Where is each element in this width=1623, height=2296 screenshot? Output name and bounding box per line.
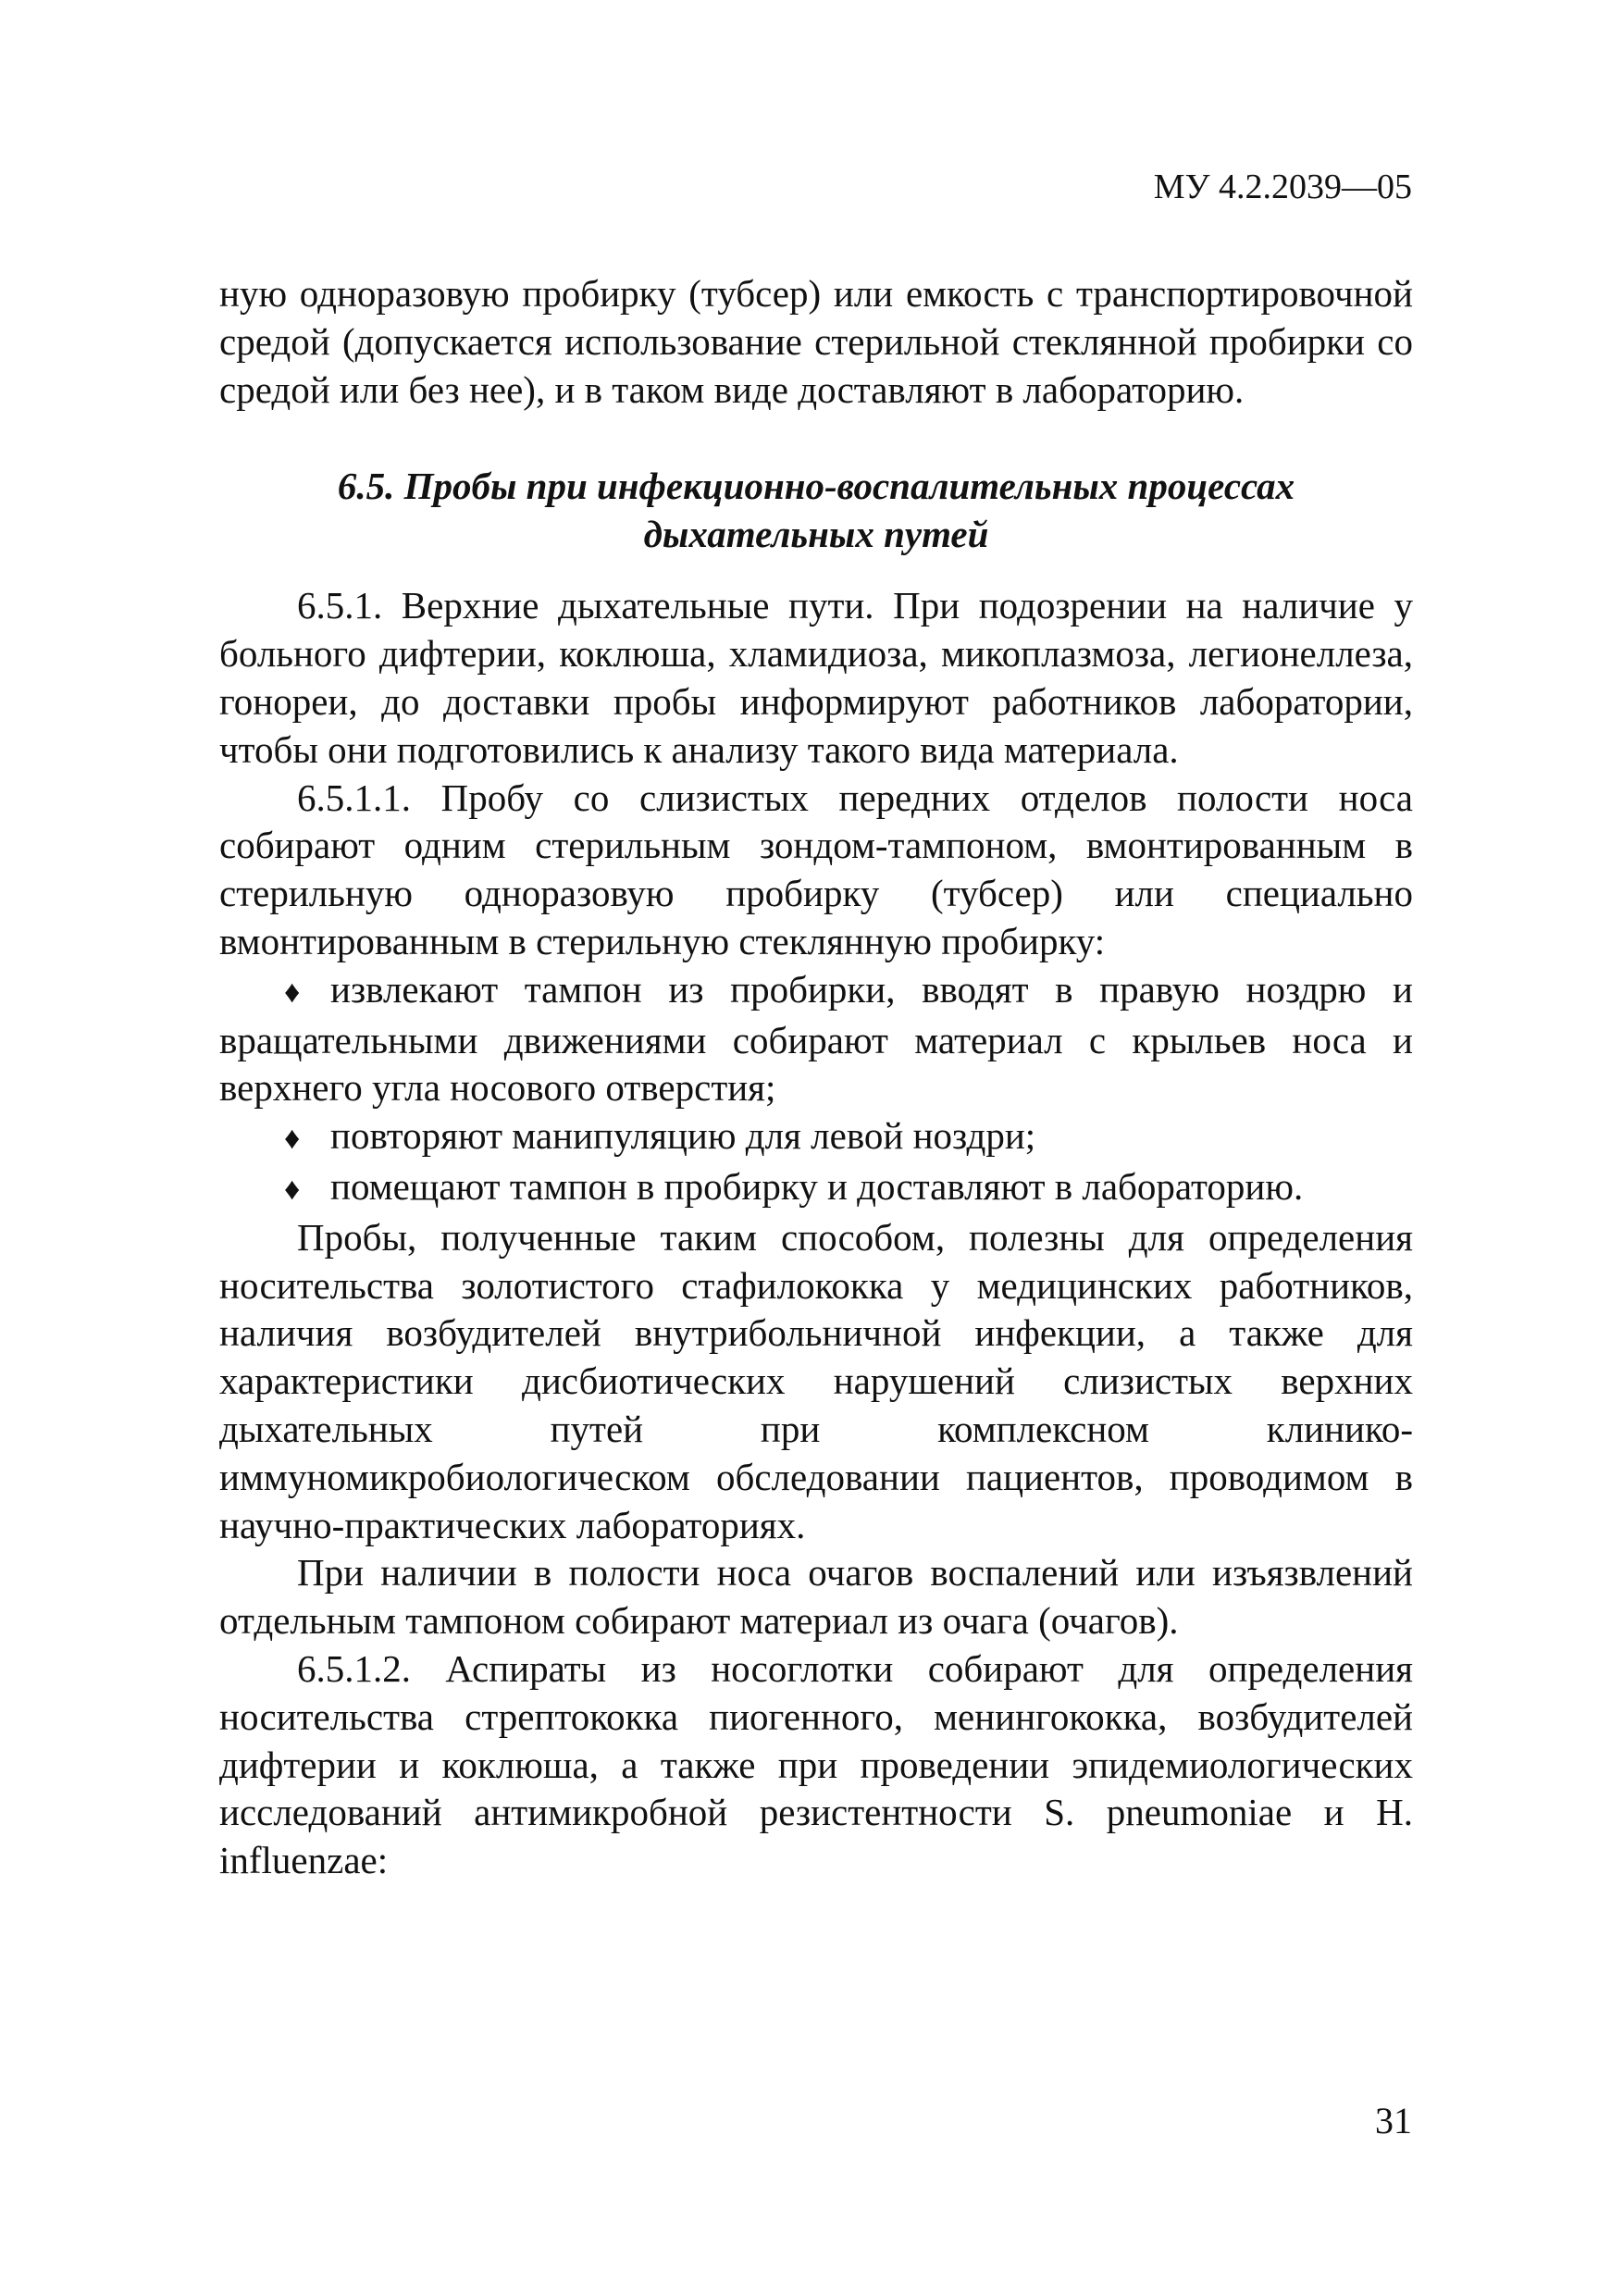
section-title [219,462,1413,558]
section-title-line-1: 6.5. Пробы при инфекционно-воспалительных процессах [337,465,1295,508]
document-code: МУ 4.2.2039—05 [1153,168,1412,206]
bullet-diamond-icon: ♦ [284,974,301,1010]
bullet-item-3 [219,1163,1413,1214]
paragraph-probes: Пробы, полученные таким способом, полезны для определения носительства золотистого стафилококка у медицинских работников, наличия возбудителей внутрибольничной инфекции, а также для характеристики дисбиотических нарушений слизистых верхних дыхательных путей при комплексном клинико-иммуномикробиологическом обследовании пациентов, проводимом в научно-практических лабораториях. [219,1215,1413,1546]
bullet-diamond-icon: ♦ [284,1122,301,1157]
paragraph-6-5-1-1: 6.5.1.1. Пробу со слизистых передних отделов полости носа собирают одним стерильным зондом-тампоном, вмонтированным в стерильную одноразовую пробирку (тубсер) или специально вмонтированным в стерильную стеклянную пробирку: [219,776,1413,962]
paragraph-intro: ную одноразовую пробирку (тубсер) или емкость с транспортировочной средой (допускается использование стерильной стеклянной пробирки со средой или без нее), и в таком виде доставляют в лабораторию. [219,272,1413,411]
section-title-line-2: дыхательных путей [643,513,989,556]
page-number: 31 [1375,2100,1412,2141]
bullet-item-1 [219,966,1413,1112]
paragraph-6-5-1-2: 6.5.1.2. Аспираты из носоглотки собирают для определения носительства стрептококка пиогенного, менингококка, возбудителей дифтерии и коклюша, а также при проведении эпидемиологических исследований антимикробной резистентности S. pneumoniae и H. influenzae: [219,1646,1413,1882]
bullet-text-2: повторяют манипуляцию для левой ноздри; [330,1114,1036,1158]
page-body [219,270,1413,1885]
bullet-text-1: извлекают тампон из пробирки, вводят в правую ноздрю и вращательными движениями собирают материал с крыльев носа и верхнего угла носового отверстия; [219,967,1413,1110]
paragraph-6-5-1: 6.5.1. Верхние дыхательные пути. При подозрении на наличие у больного дифтерии, коклюша, хламидиоза, микоплазмоза, легионеллеза, гонореи, до доставки пробы информируют работников лаборатории, чтобы они подготовились к анализу такого вида материала. [219,584,1413,771]
bullet-diamond-icon: ♦ [284,1172,301,1207]
bullet-item-2 [219,1112,1413,1163]
paragraph-ulcers: При наличии в полости носа очагов воспалений или изъязвлений отдельным тампоном собирают материал из очага (очагов). [219,1551,1413,1643]
bullet-text-3: помещают тампон в пробирку и доставляют в лабораторию. [330,1164,1304,1208]
